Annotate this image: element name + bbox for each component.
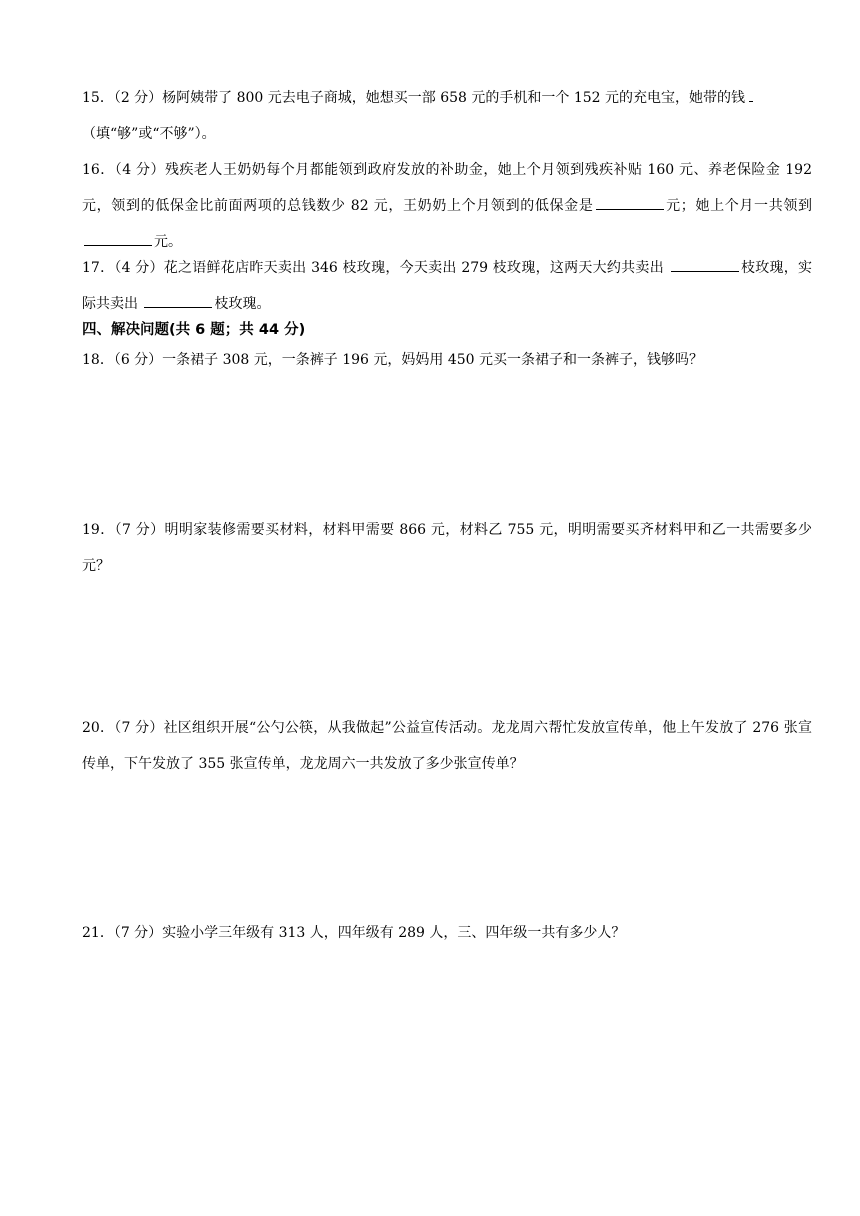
- question-21-text: 21．（7 分）实验小学三年级有 313 人，四年级有 289 人，三、四年级一共有多少人？: [82, 925, 626, 941]
- question-19-text: 19．（7 分）明明家装修需要买材料，材料甲需要 866 元，材料乙 755 元，明明需要买齐材料甲和乙一共需要多少元？: [82, 522, 812, 574]
- question-15-text: 15．（2 分）杨阿姨带了 800 元去电子商城，她想买一部 658 元的手机和一个 152 元的充电宝，她带的钱: [82, 90, 746, 106]
- question-16-text: 16．（4 分）残疾老人王奶奶每个月都能领到政府发放的补助金，她上个月领到残疾补贴 160 元、养老保险金 192 元，领到的低保金比前面两项的总钱数少 82 元，王奶奶上个月领到的低保金是: [82, 162, 812, 214]
- question-19: [82, 512, 812, 584]
- question-17-text: 17．（4 分）花之语鲜花店昨天卖出 346 枝玫瑰，今天卖出 279 枝玫瑰，这两天大约共卖出: [82, 260, 664, 276]
- question-18-text: 18．（6 分）一条裙子 308 元，一条裤子 196 元，妈妈用 450 元买一条裙子和一条裤子，钱够吗？: [82, 352, 704, 368]
- answer-blank-17b[interactable]: [144, 293, 212, 308]
- question-21: [82, 915, 812, 951]
- question-16-text-c: 元。: [154, 234, 182, 250]
- question-17: [82, 250, 812, 322]
- answer-blank-15[interactable]: [749, 87, 753, 102]
- question-17-text-b: 枝玫瑰，实际共卖出: [82, 260, 813, 312]
- question-18: [82, 342, 812, 378]
- question-16: [82, 152, 812, 260]
- question-15: [82, 80, 812, 152]
- question-17-text-c: 枝玫瑰。: [214, 296, 271, 312]
- question-15-hint: （填“够”或“不够”）。: [82, 126, 216, 142]
- answer-blank-16b[interactable]: [84, 231, 152, 246]
- question-20: [82, 710, 812, 782]
- section-heading-4: 四、解决问题(共 6 题；共 44 分): [82, 322, 306, 338]
- question-16-text-b: 元；她上个月一共领到: [665, 198, 813, 214]
- answer-blank-17a[interactable]: [671, 257, 739, 272]
- answer-blank-16a[interactable]: [596, 195, 664, 210]
- question-20-text: 20．（7 分）社区组织开展“公勺公筷，从我做起”公益宣传活动。龙龙周六帮忙发放宣传单，他上午发放了 276 张宣传单，下午发放了 355 张宣传单，龙龙周六一共发放了多少张宣传单？: [82, 720, 812, 772]
